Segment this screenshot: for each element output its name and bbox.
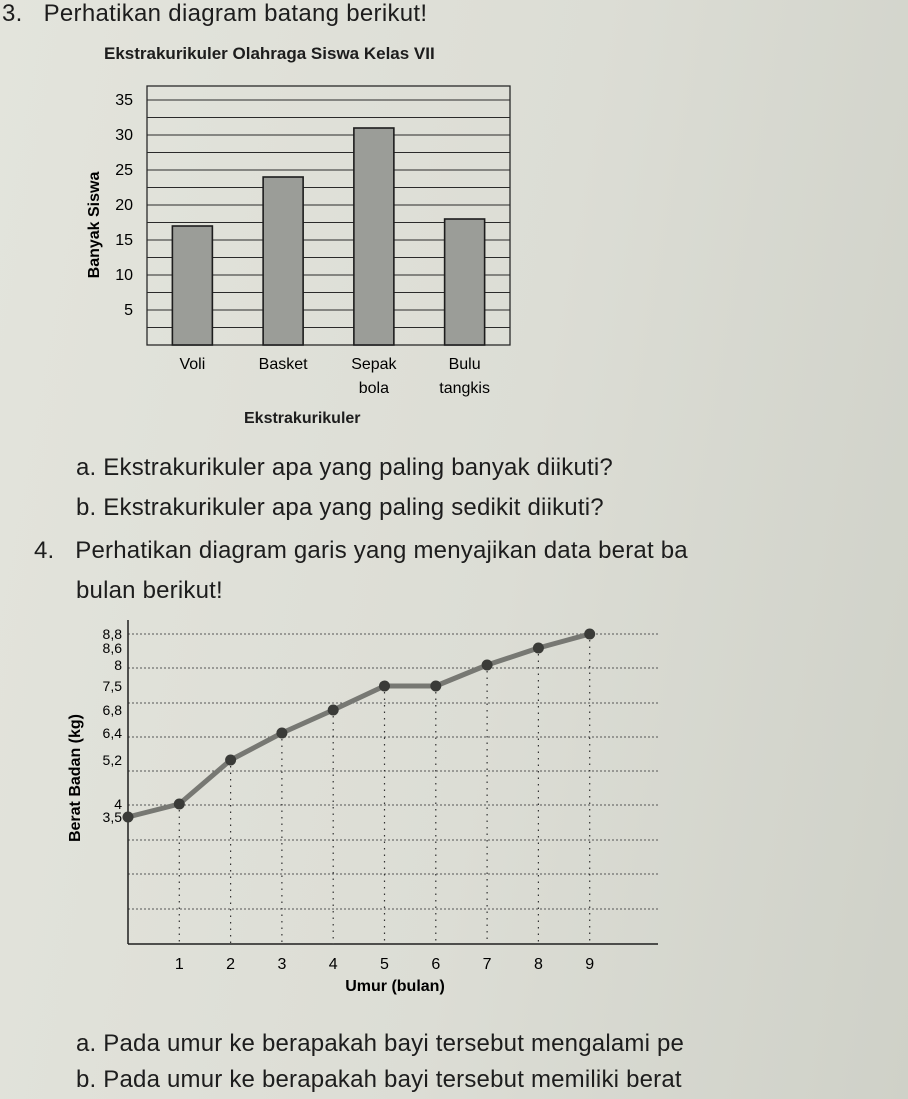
- x-tick-label: 4: [328, 956, 338, 973]
- x-tick-label: Basket: [258, 356, 308, 373]
- x-axis-title: Umur (bulan): [345, 978, 445, 995]
- x-tick-label: 7: [482, 956, 492, 973]
- bar-chart-title: Ekstrakurikuler Olahraga Siswa Kelas VII: [104, 44, 435, 63]
- y-tick-label: 8: [114, 657, 122, 673]
- y-tick-label: 6,8: [102, 702, 122, 718]
- data-point: [430, 681, 441, 692]
- x-tick-label: bola: [358, 380, 389, 397]
- data-point: [379, 681, 390, 692]
- y-tick-label: 25: [115, 162, 133, 179]
- y-tick-label: 20: [115, 197, 133, 214]
- question-number: 4.: [34, 537, 55, 564]
- data-point: [276, 728, 287, 739]
- x-tick-label: 6: [431, 956, 441, 973]
- y-tick-label: 30: [115, 127, 133, 144]
- question-4a: a. Pada umur ke berapakah bayi tersebut mengalami pe: [76, 1030, 685, 1057]
- y-tick-label: 3,5: [102, 809, 122, 825]
- y-tick-label: 8,6: [102, 640, 122, 656]
- question-4-heading-line2: bulan berikut!: [76, 577, 223, 604]
- y-axis-title: Berat Badan (kg): [67, 713, 84, 843]
- y-tick-label: 8,8: [102, 626, 122, 642]
- x-tick-label: 1: [174, 956, 184, 973]
- data-point: [328, 705, 339, 716]
- x-tick-label: 5: [380, 956, 389, 973]
- question-3a: a. Ekstrakurikuler apa yang paling banyak diikuti?: [76, 454, 613, 481]
- data-point: [123, 812, 134, 823]
- y-tick-label: 7,5: [102, 678, 122, 694]
- x-tick-label: Voli: [179, 356, 206, 373]
- y-tick-label: 35: [115, 92, 133, 109]
- question-title: Perhatikan diagram garis yang menyajikan data berat ba: [75, 537, 688, 564]
- y-tick-label: 10: [115, 267, 133, 284]
- question-3b: b. Ekstrakurikuler apa yang paling sedikit diikuti?: [76, 494, 604, 521]
- data-point: [482, 660, 493, 671]
- y-axis-title: Banyak Siswa: [86, 171, 103, 279]
- question-4b: b. Pada umur ke berapakah bayi tersebut memiliki berat: [76, 1066, 682, 1093]
- series-line: [128, 634, 590, 817]
- bar-chart-x-axis-title: Ekstrakurikuler: [244, 410, 361, 427]
- x-tick-label: 3: [277, 956, 287, 973]
- y-tick-label: 4: [114, 796, 122, 812]
- data-point: [225, 755, 236, 766]
- x-tick-label: 8: [533, 956, 543, 973]
- y-tick-label: 5: [124, 302, 133, 319]
- data-point: [174, 799, 185, 810]
- data-point: [584, 629, 595, 640]
- y-tick-label: 6,4: [102, 725, 122, 741]
- x-tick-label: 2: [226, 956, 236, 973]
- y-tick-label: 5,2: [102, 752, 122, 768]
- x-tick-label: Bulu: [448, 356, 481, 373]
- y-tick-label: 15: [115, 232, 133, 249]
- question-number: 3.: [2, 0, 23, 27]
- data-point: [533, 643, 544, 654]
- x-tick-label: Sepak: [351, 356, 397, 373]
- question-title: Perhatikan diagram batang berikut!: [43, 0, 428, 27]
- x-tick-label: 9: [585, 956, 595, 973]
- x-tick-label: tangkis: [439, 380, 490, 397]
